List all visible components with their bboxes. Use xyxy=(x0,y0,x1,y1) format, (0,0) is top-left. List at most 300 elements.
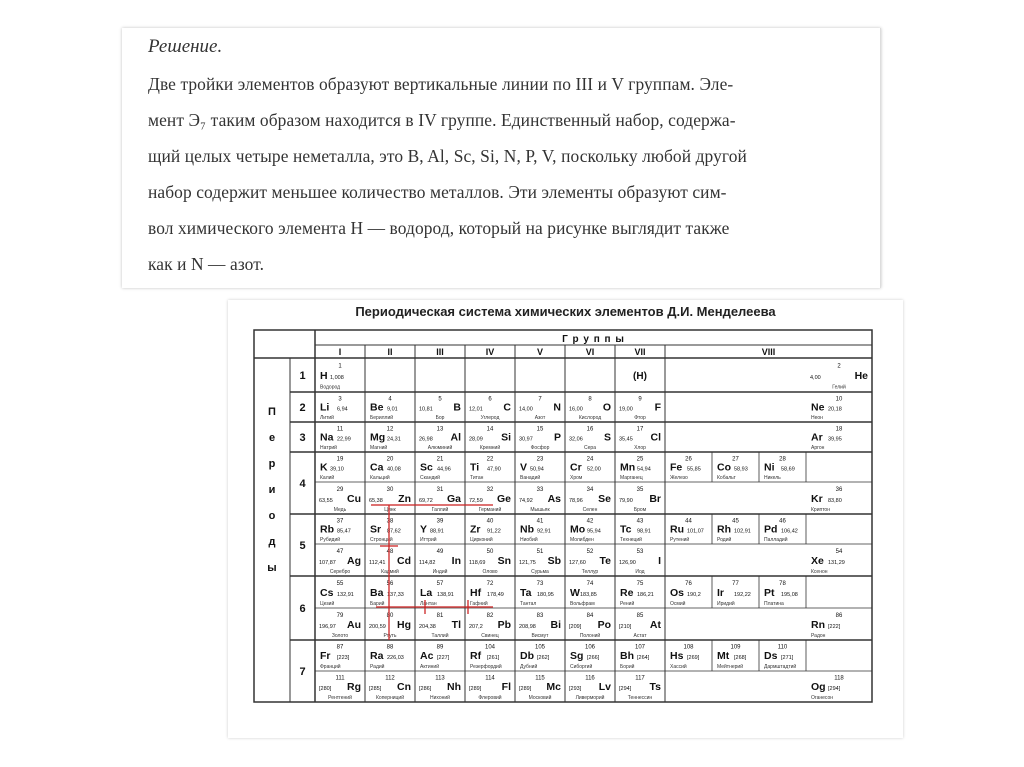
element-number: 31 xyxy=(436,486,444,493)
element-name: Коперниций xyxy=(376,694,404,701)
element-symbol: K xyxy=(320,461,328,474)
element-number: 54 xyxy=(835,548,843,555)
element-number: 89 xyxy=(436,644,444,651)
element-name: Ванадий xyxy=(520,475,541,481)
element-symbol: Fl xyxy=(501,681,511,694)
element-mass: [293] xyxy=(569,686,582,693)
element-number: 11 xyxy=(336,426,344,433)
element-number: 13 xyxy=(436,426,444,433)
element-symbol: Zn xyxy=(398,492,411,505)
element-number: 109 xyxy=(730,644,741,651)
element-symbol: Rg xyxy=(347,681,361,694)
element-mass: 83,80 xyxy=(828,497,842,504)
element-number: 38 xyxy=(386,518,394,525)
element-name: Гелий xyxy=(832,384,846,391)
element-symbol: Nb xyxy=(520,523,534,536)
element-number: 53 xyxy=(636,548,644,555)
element-symbol: Cu xyxy=(347,492,361,505)
element-mass: 102,91 xyxy=(734,528,751,535)
element-name: Родий xyxy=(717,537,732,543)
element-mass: [223] xyxy=(337,655,350,662)
element-mass: 52,00 xyxy=(587,466,601,473)
element-name: Рутений xyxy=(670,537,690,543)
element-number: 16 xyxy=(586,426,594,433)
element-symbol: Ir xyxy=(717,586,725,599)
element-symbol: Mo xyxy=(570,523,586,536)
element-number: 20 xyxy=(386,456,394,463)
element-number: 107 xyxy=(634,644,646,651)
element-name: Франций xyxy=(320,663,341,670)
element-name: Московий xyxy=(528,694,552,701)
element-name: Индий xyxy=(432,568,448,575)
element-mass: 35,45 xyxy=(619,436,633,443)
periodic-table-grid xyxy=(228,300,903,738)
element-symbol: Cs xyxy=(320,586,334,599)
element-name: Калий xyxy=(320,475,335,481)
element-number: 113 xyxy=(435,675,445,682)
element-name: Сера xyxy=(584,445,596,451)
element-symbol: Ni xyxy=(764,461,775,474)
element-name: Иридий xyxy=(717,600,735,607)
element-name: Радий xyxy=(370,663,385,670)
element-mass: 47,90 xyxy=(487,466,501,473)
element-name: Цирконий xyxy=(470,537,493,543)
element-name: Золото xyxy=(331,632,349,639)
element-number: 33 xyxy=(536,486,544,493)
element-mass: 127,60 xyxy=(569,559,586,566)
element-number: 79 xyxy=(336,612,344,619)
group-name: I xyxy=(338,347,342,357)
element-mass: 118,69 xyxy=(469,559,486,566)
element-symbol: Cd xyxy=(397,554,411,567)
element-symbol: Zr xyxy=(470,523,481,536)
element-symbol: Tl xyxy=(451,618,461,631)
element-mass: 9,01 xyxy=(387,406,398,413)
element-mass: 65,38 xyxy=(369,497,383,504)
element-mass: 204,38 xyxy=(419,623,436,630)
element-name: Лантан xyxy=(420,600,437,607)
element-mass: 44,96 xyxy=(437,466,451,473)
group-name: VII xyxy=(634,347,646,357)
element-mass: 19,00 xyxy=(619,406,633,413)
element-symbol: Re xyxy=(620,586,634,599)
element-name: Криптон xyxy=(811,506,830,513)
element-symbol: Xe xyxy=(811,554,824,567)
period-number: 3 xyxy=(299,432,306,444)
element-mass: 58,69 xyxy=(781,466,795,473)
element-symbol: Ge xyxy=(496,492,511,505)
element-mass: 91,22 xyxy=(487,528,501,535)
element-mass: 208,98 xyxy=(519,623,536,630)
element-number: 47 xyxy=(336,548,344,555)
element-number: 104 xyxy=(484,644,496,651)
element-symbol: Nh xyxy=(447,681,461,694)
element-name: Оганесон xyxy=(811,694,834,701)
element-number: 25 xyxy=(636,456,644,463)
element-number: 29 xyxy=(336,486,344,493)
element-number: 12 xyxy=(386,426,394,433)
element-mass: 87,62 xyxy=(387,528,401,535)
element-number: 10 xyxy=(835,396,843,403)
element-number: 24 xyxy=(586,456,594,463)
element-name: Фосфор xyxy=(530,445,550,451)
element-name: Медь xyxy=(333,506,347,513)
element-mass: [280] xyxy=(319,686,332,693)
element-mass: 50,94 xyxy=(530,466,544,473)
group-name: V xyxy=(536,347,544,357)
element-name: Гафний xyxy=(470,600,488,607)
solution-line: набор содержит меньшее количество металлов. Эти элементы образуют сим- xyxy=(148,182,727,202)
element-mass: 78,96 xyxy=(569,497,583,504)
element-name: Селен xyxy=(582,506,598,513)
element-name: Флеровий xyxy=(478,694,502,701)
periods-letter: ы xyxy=(267,562,277,574)
element-number: 28 xyxy=(779,456,786,463)
element-number: 110 xyxy=(777,644,788,651)
element-mass: [285] xyxy=(369,686,382,693)
element-number: 27 xyxy=(732,456,739,463)
period-number: 7 xyxy=(299,666,306,678)
element-mass: 107,87 xyxy=(319,559,336,566)
solution-text xyxy=(148,66,858,282)
element-mass: 30,97 xyxy=(519,436,533,443)
element-symbol: At xyxy=(649,618,661,631)
element-mass: 14,00 xyxy=(519,406,533,413)
groups-label: Г р у п п ы xyxy=(562,334,625,345)
element-name: Хром xyxy=(570,475,583,481)
element-mass: [268] xyxy=(734,655,747,662)
element-name: Нихоний xyxy=(430,694,450,701)
element-number: 37 xyxy=(336,518,344,525)
element-symbol: Hf xyxy=(470,586,482,599)
element-name: Резерфордий xyxy=(470,663,502,670)
element-symbol: V xyxy=(520,461,528,474)
element-symbol: Te xyxy=(599,554,611,567)
element-mass: 32,06 xyxy=(569,436,583,443)
element-number: 39 xyxy=(436,518,444,525)
element-number: 35 xyxy=(636,486,644,493)
element-number: 85 xyxy=(636,612,644,619)
group-name: VIII xyxy=(761,347,776,357)
element-number: 22 xyxy=(486,456,494,463)
period-number: 6 xyxy=(299,603,306,615)
element-number: 30 xyxy=(386,486,394,493)
solution-title: Решение. xyxy=(148,36,223,57)
element-number: 80 xyxy=(386,612,394,619)
element-symbol: Og xyxy=(811,681,826,694)
element-symbol: Pb xyxy=(497,618,511,631)
element-name: Ртуть xyxy=(383,632,397,639)
element-mass: [289] xyxy=(519,686,532,693)
element-mass: 178,49 xyxy=(487,591,504,598)
element-number: 51 xyxy=(536,548,544,555)
element-name: Олово xyxy=(482,568,498,575)
element-mass: 200,59 xyxy=(369,623,386,630)
element-name: Скандий xyxy=(420,475,440,481)
element-symbol: Si xyxy=(501,431,511,444)
periods-letter: о xyxy=(268,510,276,522)
element-mass: 126,90 xyxy=(619,559,636,566)
element-name: Цезий xyxy=(320,600,335,607)
element-name: Ниобий xyxy=(520,537,538,543)
element-symbol: Mn xyxy=(620,461,636,474)
element-number: 77 xyxy=(732,580,739,587)
solution-line: как и N — азот. xyxy=(148,254,265,274)
element-number: 73 xyxy=(536,580,544,587)
element-symbol: As xyxy=(547,492,561,505)
element-symbol: I xyxy=(658,554,661,567)
element-mass: [294] xyxy=(619,686,632,693)
periods-letter: П xyxy=(268,406,276,418)
group-name: II xyxy=(387,347,393,357)
element-name: Ливерморий xyxy=(575,694,605,701)
element-mass: 4,00 xyxy=(810,375,821,382)
element-name: Цинк xyxy=(384,506,396,513)
element-number: 108 xyxy=(683,644,694,651)
element-name: Таллий xyxy=(431,632,449,639)
element-symbol: Tc xyxy=(620,523,632,536)
element-symbol: Li xyxy=(320,401,330,414)
element-number: 42 xyxy=(586,518,594,525)
element-name: Водород xyxy=(320,384,341,391)
element-name: Теннессин xyxy=(627,694,653,701)
element-symbol: Mc xyxy=(546,681,561,694)
element-number: 1 xyxy=(338,363,342,370)
element-mass: 55,85 xyxy=(687,466,701,473)
group-name: IV xyxy=(485,347,495,357)
element-mass: [222] xyxy=(828,623,841,630)
element-mass: 207,2 xyxy=(469,623,483,630)
element-name: Сурьма xyxy=(531,568,549,575)
element-name: Кобальт xyxy=(717,475,736,481)
element-mass: 12,01 xyxy=(469,406,483,413)
element-mass: [266] xyxy=(587,655,600,662)
element-mass: 114,82 xyxy=(419,559,436,566)
element-mass: [261] xyxy=(487,655,500,662)
element-name: Иод xyxy=(635,568,645,575)
periods-letter: е xyxy=(268,432,276,444)
element-name: Бром xyxy=(633,506,647,513)
element-number: 40 xyxy=(486,518,494,525)
element-name: Железо xyxy=(670,475,688,481)
h-note: (H) xyxy=(633,371,647,382)
element-name: Молибден xyxy=(570,537,594,543)
element-number: 14 xyxy=(486,426,494,433)
element-symbol: Sg xyxy=(570,650,584,663)
periods-letter: д xyxy=(268,536,276,548)
element-symbol: He xyxy=(854,370,868,383)
element-symbol: Mt xyxy=(717,650,730,663)
element-symbol: H xyxy=(320,370,328,383)
element-number: 118 xyxy=(834,675,844,682)
element-symbol: Hs xyxy=(670,650,684,663)
element-mass: 63,55 xyxy=(319,497,333,504)
element-number: 74 xyxy=(586,580,594,587)
element-symbol: Sc xyxy=(420,461,433,474)
element-mass: [294] xyxy=(828,686,841,693)
element-symbol: Kr xyxy=(811,492,823,505)
element-symbol: Cl xyxy=(650,431,661,444)
element-name: Бериллий xyxy=(370,415,394,421)
element-number: 46 xyxy=(779,518,786,525)
element-number: 32 xyxy=(486,486,494,493)
element-number: 5 xyxy=(438,396,442,403)
element-number: 36 xyxy=(835,486,843,493)
element-name: Дубний xyxy=(520,663,538,670)
element-symbol: Mg xyxy=(370,431,386,444)
element-name: Ксенон xyxy=(811,568,828,575)
element-number: 114 xyxy=(485,675,495,682)
element-mass: 26,98 xyxy=(419,436,433,443)
element-mass: 98,91 xyxy=(637,528,651,535)
element-number: 111 xyxy=(335,675,345,682)
element-mass: 16,00 xyxy=(569,406,583,413)
element-mass: 10,81 xyxy=(419,406,433,413)
element-name: Натрий xyxy=(320,445,337,451)
element-mass: 131,29 xyxy=(828,559,845,566)
element-symbol: Ac xyxy=(420,650,434,663)
element-name: Технеций xyxy=(620,537,642,543)
element-name: Стронций xyxy=(370,537,393,543)
element-mass: [227] xyxy=(437,655,450,662)
element-number: 81 xyxy=(436,612,444,619)
element-mass: 69,72 xyxy=(419,497,433,504)
element-number: 44 xyxy=(685,518,692,525)
element-mass: 72,59 xyxy=(469,497,483,504)
period-number: 1 xyxy=(299,370,306,382)
element-symbol: Au xyxy=(347,618,361,631)
element-name: Теллур xyxy=(581,568,599,575)
element-mass: 121,75 xyxy=(519,559,536,566)
period-number: 5 xyxy=(299,540,306,552)
element-name: Сиборгий xyxy=(570,663,593,670)
element-mass: 39,95 xyxy=(828,436,842,443)
element-name: Свинец xyxy=(481,632,499,639)
element-number: 17 xyxy=(636,426,644,433)
element-name: Борий xyxy=(620,663,635,670)
element-name: Рубидий xyxy=(320,537,341,543)
element-symbol: La xyxy=(420,586,433,599)
element-mass: 186,21 xyxy=(637,591,654,598)
periodic-table-card xyxy=(228,300,903,738)
element-mass: 137,33 xyxy=(387,591,404,598)
element-mass: [269] xyxy=(687,655,700,662)
group-name: VI xyxy=(585,347,595,357)
element-name: Кальций xyxy=(370,475,390,481)
element-symbol: Ti xyxy=(470,461,480,474)
element-symbol: O xyxy=(602,401,611,414)
element-mass: 195,08 xyxy=(781,591,798,598)
element-symbol: Ga xyxy=(446,492,461,505)
element-number: 72 xyxy=(486,580,494,587)
element-number: 75 xyxy=(636,580,644,587)
element-symbol: Pt xyxy=(764,586,775,599)
element-symbol: Ar xyxy=(811,431,823,444)
element-number: 86 xyxy=(835,612,843,619)
element-number: 105 xyxy=(534,644,546,651)
element-symbol: Ne xyxy=(811,401,825,414)
element-number: 52 xyxy=(586,548,594,555)
element-name: Платина xyxy=(764,600,784,607)
element-symbol: Po xyxy=(597,618,611,631)
solution-line: вол химического элемента H — водород, который на рисунке выглядит также xyxy=(148,218,730,238)
element-name: Мышьяк xyxy=(530,506,550,513)
element-symbol: Rn xyxy=(811,618,825,631)
element-number: 78 xyxy=(779,580,786,587)
element-mass: 85,47 xyxy=(337,528,351,535)
periods-letter: р xyxy=(268,458,276,470)
element-name: Дармштадтий xyxy=(764,663,797,670)
element-name: Тантал xyxy=(520,600,537,607)
element-name: Рентгений xyxy=(328,694,352,701)
element-number: 83 xyxy=(536,612,544,619)
element-number: 23 xyxy=(536,456,544,463)
element-symbol: Sb xyxy=(547,554,561,567)
element-mass: 6,94 xyxy=(337,406,348,413)
element-mass: [264] xyxy=(637,655,650,662)
element-number: 115 xyxy=(535,675,545,682)
element-symbol: Ru xyxy=(670,523,684,536)
element-symbol: Co xyxy=(717,461,731,474)
element-number: 41 xyxy=(536,518,544,525)
element-mass: [262] xyxy=(537,655,550,662)
element-name: Хлор xyxy=(634,445,646,451)
solution-line: мент Э₇ таким образом находится в IV группе. Единственный набор, содержа- xyxy=(148,110,736,130)
element-mass: 132,91 xyxy=(337,591,354,598)
element-name: Мейтнерий xyxy=(717,663,743,670)
element-name: Бор xyxy=(435,415,445,421)
element-mass: 20,18 xyxy=(828,406,842,413)
element-number: 8 xyxy=(588,396,592,403)
element-name: Магний xyxy=(370,445,388,451)
element-number: 82 xyxy=(486,612,494,619)
element-mass: 101,07 xyxy=(687,528,704,535)
element-symbol: Pd xyxy=(764,523,778,536)
element-number: 15 xyxy=(536,426,544,433)
element-number: 4 xyxy=(388,396,392,403)
element-name: Астат xyxy=(633,632,647,639)
element-symbol: Rb xyxy=(320,523,334,536)
element-mass: 190,2 xyxy=(687,591,701,598)
element-symbol: Fr xyxy=(320,650,331,663)
element-symbol: Fe xyxy=(670,461,683,474)
element-symbol: Ba xyxy=(370,586,384,599)
element-name: Литий xyxy=(320,415,334,421)
element-number: 3 xyxy=(338,396,342,403)
element-number: 87 xyxy=(336,644,344,651)
element-symbol: Ta xyxy=(520,586,532,599)
element-symbol: N xyxy=(553,401,561,414)
element-number: 56 xyxy=(386,580,394,587)
element-symbol: Br xyxy=(649,492,661,505)
element-mass: 106,42 xyxy=(781,528,798,535)
element-name: Хассий xyxy=(670,663,687,670)
element-symbol: C xyxy=(503,401,511,414)
period-number: 2 xyxy=(299,402,306,414)
element-mass: [271] xyxy=(781,655,794,662)
element-name: Серебро xyxy=(329,568,351,575)
element-name: Рений xyxy=(620,600,635,607)
element-number: 48 xyxy=(386,548,394,555)
element-mass: 183,85 xyxy=(580,591,597,598)
element-symbol: Cr xyxy=(570,461,582,474)
element-name: Титан xyxy=(470,475,484,481)
element-number: 116 xyxy=(585,675,595,682)
element-symbol: Sr xyxy=(370,523,382,536)
element-symbol: Ca xyxy=(370,461,384,474)
element-mass: 79,90 xyxy=(619,497,633,504)
element-mass: 192,22 xyxy=(734,591,751,598)
